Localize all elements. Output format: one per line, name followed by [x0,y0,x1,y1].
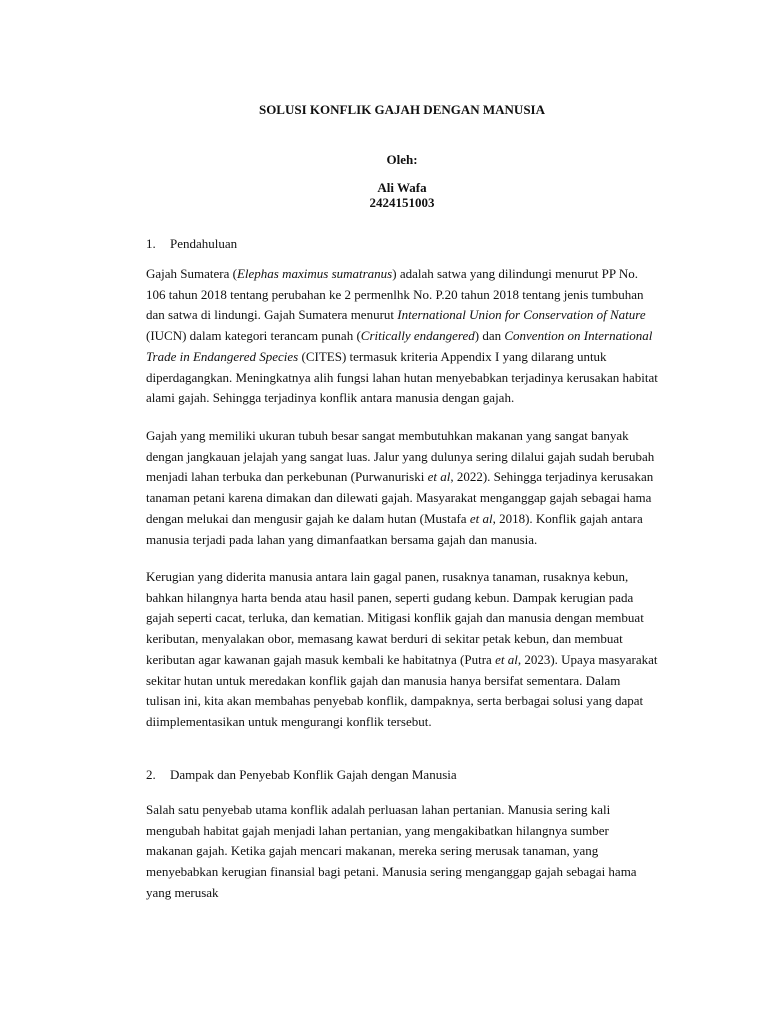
paragraph [146,567,658,733]
section-heading-impacts-causes [146,766,457,784]
paragraph [146,800,658,904]
text-run: (IUCN) dalam kategori terancam punah ( [146,328,361,344]
text-run: Gajah Sumatera ( [146,266,237,281]
text-run: ) adalah satwa yang dilindungi menurut PP No. 106 tahun 2018 tentang perubahan ke 2 permenlhk No. P.20 tahun 2018 tentang jenis tumbuhan dan satwa di lindungi. Gajah Sumatera menurut [146,266,644,323]
italic-text-run: Convention on International Trade in Endangered Species [146,328,653,364]
text-run: ) dan [474,328,505,344]
author-id: 2424151003 [369,195,435,210]
paragraph [146,264,658,409]
section-title: Pendahuluan [170,236,238,251]
italic-text-run: et al [495,651,518,667]
document-title: SOLUSI KONFLIK GAJAH DENGAN MANUSIA [258,102,546,117]
by-label: Oleh: [386,152,418,167]
section-title: Dampak dan Penyebab Konflik Gajah dengan Manusia [170,767,457,782]
section-number: 1. [146,236,156,251]
text-run: , 2023). Upaya masyarakat sekitar hutan untuk meredakan konflik gajah dan manusia hanya bersifat sementara. Dalam tulisan ini, kita akan membahas penyebab konflik, dampaknya, serta berbagai solusi yang dapat diimplementasikan untuk mengurangi konflik tersebut. [146,651,658,729]
italic-text-run: Elephas maximus sumatranus [236,266,393,281]
italic-text-run: et al [469,510,493,526]
text-run: Salah satu penyebab utama konflik adalah perluasan lahan pertanian. Manusia sering kali mengubah habitat gajah menjadi lahan pertanian, yang mengakibatkan hilangnya sumber makanan gajah. Ketika gajah mencari makanan, mereka sering merusak tanaman, yang menyebabkan kerugian finansial bagi petani. Manusia sering menganggap gajah sebagai hama yang merusak [146,802,637,900]
section-heading-introduction [146,235,237,253]
paragraph [146,426,658,550]
text-run: , 2022). Sehingga terjadinya kerusakan tanaman petani karena dimakan dan dilewati gajah. Masyarakat menganggap gajah sebagai hama dengan melukai dan mengusir gajah ke dalam hutan (Mustafa [146,469,654,526]
italic-text-run: International Union for Conservation of Nature [397,307,646,323]
text-run: , 2018). Konflik gajah antara manusia terjadi pada lahan yang dimanfaatkan bersama gajah dan manusia. [146,510,643,547]
text-run: Gajah yang memiliki ukuran tubuh besar sangat membutuhkan makanan yang sangat banyak dengan jangkauan jelajah yang sangat luas. Jalur yang dulunya sering dilalui gajah sudah berubah menjadi lahan terbuka dan perkebunan (Purwanuriski [146,428,655,485]
text-run: (CITES) termasuk kriteria Appendix I yang dilarang untuk diperdagangkan. Meningkatnya alih fungsi lahan hutan menyebabkan terjadinya kerusakan habitat alami gajah. Sehingga terjadinya konflik antara manusia dengan gajah. [146,348,658,406]
author-name: Ali Wafa [377,180,427,195]
italic-text-run: Critically endangered [360,328,475,344]
text-run: Kerugian yang diderita manusia antara lain gagal panen, rusaknya tanaman, rusaknya kebun, bahkan hilangnya harta benda atau hasil panen, seperti gudang kebun. Dampak kerugian pada gajah seperti cacat, terluka, dan kematian. Mitigasi konflik gajah dan manusia dengan membuat keributan, menyalakan obor, memasang kawat berduri di sekitar petak kebun, dan membuat keributan agar kawanan gajah masuk kembali ke habitatnya (Putra [146,569,644,667]
italic-text-run: et al [427,469,451,485]
section-number: 2. [146,767,156,782]
document-page [146,0,658,1024]
